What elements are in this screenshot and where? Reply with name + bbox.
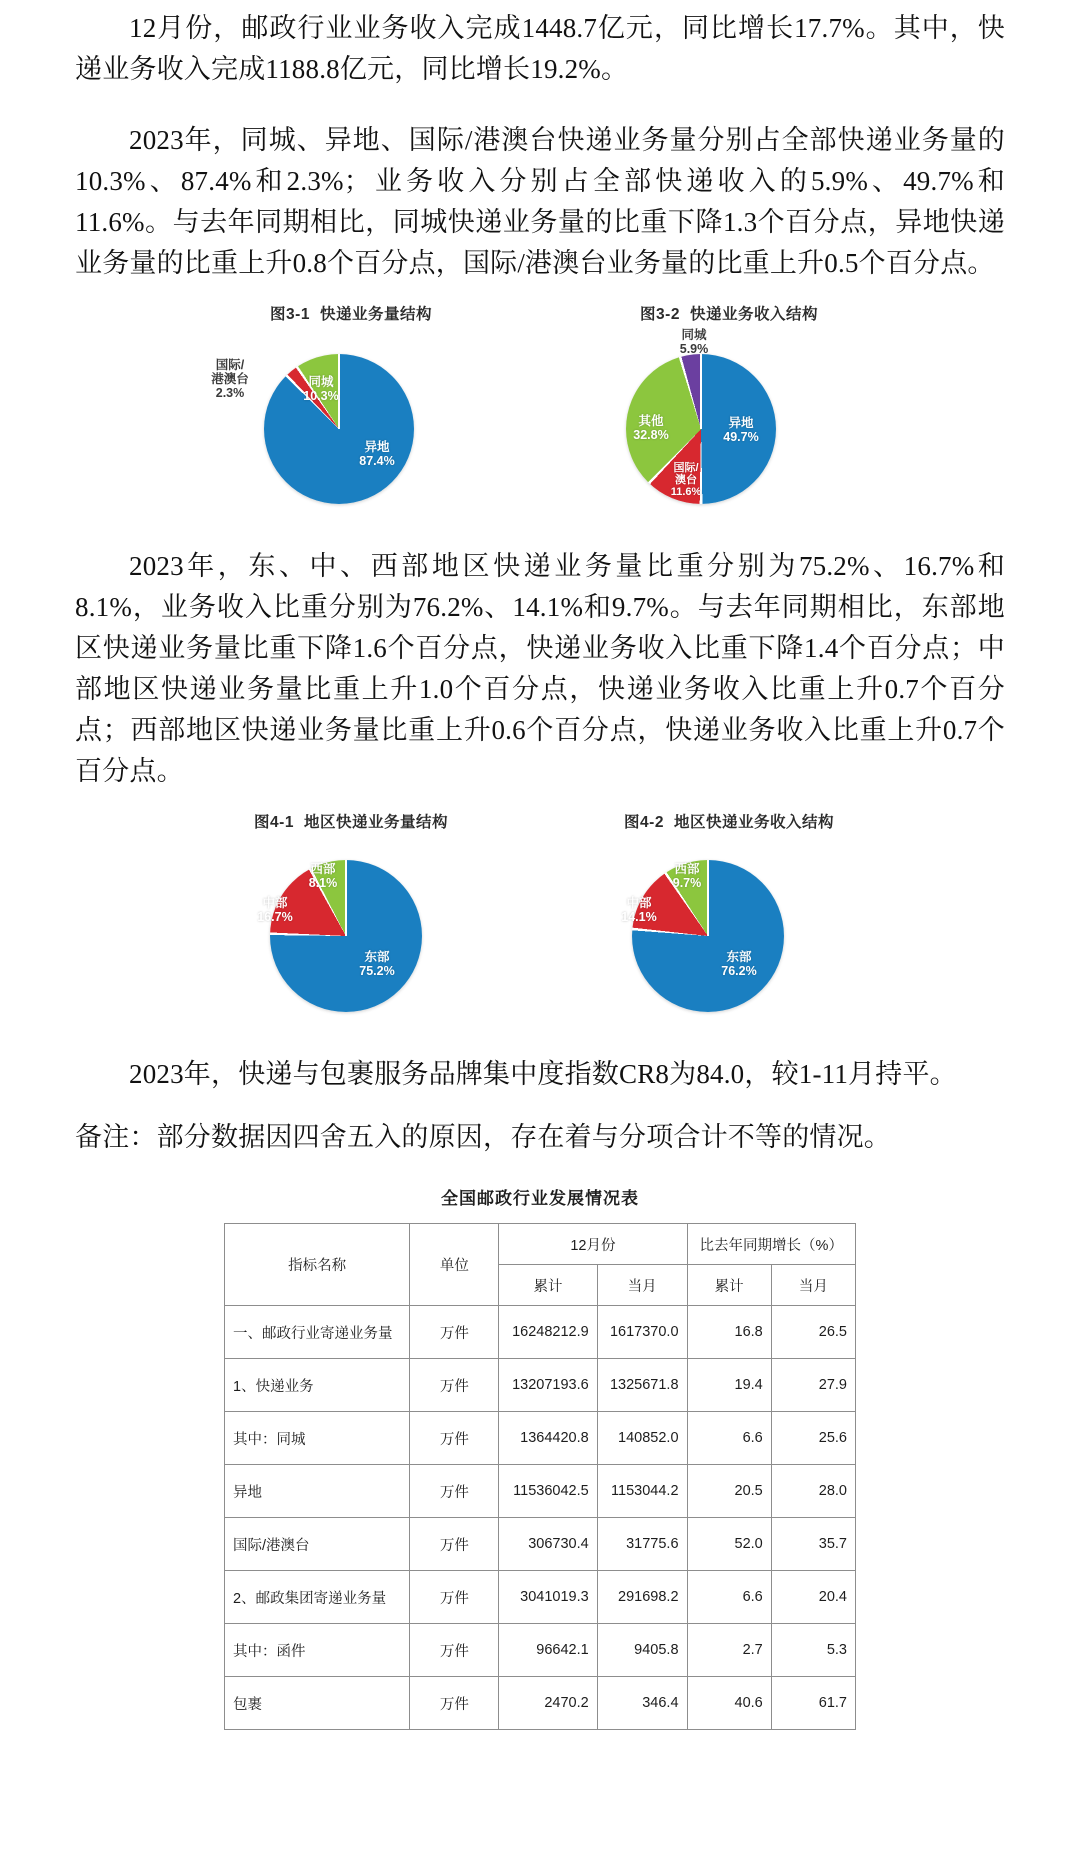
- header-indicator: 指标名称: [225, 1224, 410, 1306]
- header-current: 当月: [597, 1265, 687, 1306]
- pie-4-1-label-west-name: 西部: [310, 862, 336, 876]
- cell-yoy-current: 35.7: [771, 1518, 855, 1571]
- cell-unit: 万件: [410, 1412, 499, 1465]
- pie-3-2-label-intercity-pct: 49.7%: [723, 430, 759, 444]
- pie-3-1-label-international-pct: 2.3%: [215, 386, 245, 400]
- paragraph-regional-structure: 2023年，东、中、西部地区快递业务量比重分别为75.2%、16.7%和8.1%，业务收入比重分别为76.2%、14.1%和9.7%。与去年同期相比，东部地区快递业务量比重下降1.6个百分点，快递业务收入比重下降1.4个百分点；中部地区快递业务量比重上升1.0个百分点，快递业务收入比重上升0.7个百分点；西部地区快递业务量比重上升0.6个百分点，快递业务收入比重上升0.7个百分点。: [75, 551, 1005, 786]
- header-cumulative: 累计: [499, 1265, 597, 1306]
- cell-indicator: 其中：同城: [225, 1412, 410, 1465]
- cell-yoy-current: 20.4: [771, 1571, 855, 1624]
- paragraph-december-revenue: 12月份，邮政行业业务收入完成1448.7亿元，同比增长17.7%。其中，快递业务收入完成1188.8亿元，同比增长19.2%。: [75, 13, 1005, 84]
- cell-cumulative: 11536042.5: [499, 1465, 597, 1518]
- pie-3-2-separator: [700, 354, 702, 429]
- cell-unit: 万件: [410, 1465, 499, 1518]
- figure-3-1-plot: [186, 330, 516, 510]
- table-row: [225, 1518, 856, 1571]
- figure-3-1: [186, 302, 516, 510]
- figure-row-4: [0, 792, 1080, 1024]
- pie-3-2-label-international-line2: 澳台: [675, 474, 697, 486]
- header-yoy-cumulative: 累计: [687, 1265, 771, 1306]
- cell-cumulative: 1364420.8: [499, 1412, 597, 1465]
- cell-current: 31775.6: [597, 1518, 687, 1571]
- cell-unit: 万件: [410, 1677, 499, 1730]
- pie-3-2-label-same-city-pct: 5.9%: [679, 342, 709, 356]
- figure-4-1-plot: [186, 838, 516, 1018]
- cell-yoy-cumulative: 52.0: [687, 1518, 771, 1571]
- pie-3-1-label-same-city-pct: 10.3%: [303, 389, 339, 403]
- pie-3-2-label-same-city-name: 同城: [681, 328, 707, 342]
- cell-indicator: 1、快递业务: [225, 1359, 410, 1412]
- header-yoy-current: 当月: [771, 1265, 855, 1306]
- cell-cumulative: 13207193.6: [499, 1359, 597, 1412]
- cell-current: 291698.2: [597, 1571, 687, 1624]
- table-body: [225, 1306, 856, 1730]
- pie-4-1-label-central: [248, 896, 302, 924]
- figure-4-2: [564, 810, 894, 1018]
- figure-3-2-number: 图3-2: [640, 306, 680, 323]
- figure-4-1-title: [186, 810, 516, 832]
- header-unit: 单位: [410, 1224, 499, 1306]
- pie-3-2-label-intercity: [714, 416, 768, 444]
- cell-cumulative: 306730.4: [499, 1518, 597, 1571]
- table-title: 全国邮政行业发展情况表: [441, 1189, 639, 1208]
- header-month-group: 12月份: [499, 1224, 687, 1265]
- cell-indicator: 一、邮政行业寄递业务量: [225, 1306, 410, 1359]
- pie-4-2-label-central-pct: 14.1%: [621, 910, 657, 924]
- pie-3-2-label-same-city: [660, 328, 728, 356]
- cell-cumulative: 96642.1: [499, 1624, 597, 1677]
- pie-4-2-label-central: [612, 896, 666, 924]
- pie-3-2-label-international-line1: 国际/: [673, 462, 699, 474]
- cell-yoy-current: 61.7: [771, 1677, 855, 1730]
- pie-4-1-label-east: [350, 950, 404, 978]
- pie-4-1-label-central-name: 中部: [262, 896, 288, 910]
- cell-yoy-cumulative: 16.8: [687, 1306, 771, 1359]
- cell-yoy-current: 28.0: [771, 1465, 855, 1518]
- pie-3-1-label-intercity-pct: 87.4%: [359, 454, 395, 468]
- cell-current: 140852.0: [597, 1412, 687, 1465]
- pie-4-1-label-west: [296, 862, 350, 890]
- cell-yoy-current: 27.9: [771, 1359, 855, 1412]
- cell-current: 1325671.8: [597, 1359, 687, 1412]
- cell-cumulative: 3041019.3: [499, 1571, 597, 1624]
- pie-3-1-label-international-line2: 港澳台: [211, 372, 249, 386]
- cell-indicator: 其中：函件: [225, 1624, 410, 1677]
- figure-4-1-caption: 地区快递业务量结构: [303, 814, 448, 831]
- cell-yoy-cumulative: 19.4: [687, 1359, 771, 1412]
- cell-yoy-cumulative: 6.6: [687, 1412, 771, 1465]
- cell-indicator: 异地: [225, 1465, 410, 1518]
- figure-4-1: [186, 810, 516, 1018]
- pie-4-2-label-central-name: 中部: [626, 896, 652, 910]
- cell-unit: 万件: [410, 1624, 499, 1677]
- cell-current: 1617370.0: [597, 1306, 687, 1359]
- cell-indicator: 2、邮政集团寄递业务量: [225, 1571, 410, 1624]
- table-head: [225, 1224, 856, 1306]
- figure-3-1-caption: 快递业务量结构: [319, 306, 432, 323]
- pie-4-2-label-east-pct: 76.2%: [721, 964, 757, 978]
- paragraph-cr8: 2023年，快递与包裹服务品牌集中度指数CR8为84.0，较1-11月持平。: [129, 1059, 957, 1089]
- table-row: [225, 1571, 856, 1624]
- spacer: [0, 1095, 1080, 1117]
- table-row: [225, 1624, 856, 1677]
- pie-3-1-label-international: [188, 358, 272, 400]
- pie-4-2-label-west-pct: 9.7%: [672, 876, 702, 890]
- cell-yoy-cumulative: 20.5: [687, 1465, 771, 1518]
- pie-3-1-label-intercity-name: 异地: [364, 440, 390, 454]
- spacer: [0, 90, 1080, 120]
- pie-3-2-label-other-name: 其他: [638, 414, 664, 428]
- cell-yoy-cumulative: 40.6: [687, 1677, 771, 1730]
- figure-3-2-plot: [564, 330, 894, 510]
- table-row: [225, 1359, 856, 1412]
- cell-indicator: 国际/港澳台: [225, 1518, 410, 1571]
- cell-unit: 万件: [410, 1359, 499, 1412]
- pie-4-1-label-west-pct: 8.1%: [308, 876, 338, 890]
- table-row: [225, 1465, 856, 1518]
- pie-4-2-label-west: [660, 862, 714, 890]
- figure-3-2-caption: 快递业务收入结构: [689, 306, 818, 323]
- cell-yoy-current: 5.3: [771, 1624, 855, 1677]
- cell-yoy-current: 25.6: [771, 1412, 855, 1465]
- cell-unit: 万件: [410, 1571, 499, 1624]
- header-yoy-group: 比去年同期增长（%）: [687, 1224, 855, 1265]
- spacer: [0, 516, 1080, 546]
- figure-3-2: [564, 302, 894, 510]
- pie-3-1-label-intercity: [350, 440, 404, 468]
- figure-3-2-title: [564, 302, 894, 324]
- cell-cumulative: 2470.2: [499, 1677, 597, 1730]
- cell-current: 9405.8: [597, 1624, 687, 1677]
- figure-3-1-title: [186, 302, 516, 324]
- pie-4-2-label-east: [712, 950, 766, 978]
- pie-4-1-label-central-pct: 16.7%: [257, 910, 293, 924]
- figure-4-1-number: 图4-1: [254, 814, 294, 831]
- cell-yoy-cumulative: 2.7: [687, 1624, 771, 1677]
- spacer: [0, 1024, 1080, 1054]
- table-row: [225, 1306, 856, 1359]
- figure-4-2-number: 图4-2: [624, 814, 664, 831]
- figure-4-2-plot: [564, 838, 894, 1018]
- pie-3-2-label-international: [656, 462, 716, 498]
- cell-indicator: 包裹: [225, 1677, 410, 1730]
- cell-unit: 万件: [410, 1518, 499, 1571]
- paragraph-express-structure: 2023年，同城、异地、国际/港澳台快递业务量分别占全部快递业务量的10.3%、87.4%和2.3%；业务收入分别占全部快递收入的5.9%、49.7%和11.6%。与去年同期相比，同城快递业务量的比重下降1.3个百分点，异地快递业务量的比重上升0.8个百分点，国际/港澳台业务量的比重上升0.5个百分点。: [75, 125, 1005, 278]
- pie-4-2-label-west-name: 西部: [674, 862, 700, 876]
- pie-3-2-label-other-pct: 32.8%: [633, 428, 669, 442]
- figure-3-1-number: 图3-1: [270, 306, 310, 323]
- cell-yoy-current: 26.5: [771, 1306, 855, 1359]
- pie-3-1-label-same-city-name: 同城: [308, 375, 334, 389]
- cell-yoy-cumulative: 6.6: [687, 1571, 771, 1624]
- figure-4-2-title: [564, 810, 894, 832]
- cell-current: 1153044.2: [597, 1465, 687, 1518]
- figure-row-3: [0, 284, 1080, 516]
- pie-4-1-label-east-pct: 75.2%: [359, 964, 395, 978]
- cell-current: 346.4: [597, 1677, 687, 1730]
- figure-4-2-caption: 地区快递业务收入结构: [673, 814, 834, 831]
- table-row: [225, 1677, 856, 1730]
- cell-unit: 万件: [410, 1306, 499, 1359]
- pie-4-1-label-east-name: 东部: [364, 950, 390, 964]
- pie-3-2-label-intercity-name: 异地: [728, 416, 754, 430]
- pie-3-2-label-other: [622, 414, 680, 442]
- postal-industry-table: [224, 1223, 856, 1730]
- pie-3-1-label-international-line1: 国际/: [215, 358, 245, 372]
- pie-4-2-label-east-name: 东部: [726, 950, 752, 964]
- pie-3-1-label-same-city: [294, 375, 348, 403]
- cell-cumulative: 16248212.9: [499, 1306, 597, 1359]
- pie-3-2-label-international-pct: 11.6%: [670, 486, 702, 498]
- paragraph-note: 备注：部分数据因四舍五入的原因，存在着与分项合计不等的情况。: [75, 1122, 891, 1152]
- table-row: [225, 1412, 856, 1465]
- table-header-row-1: [225, 1224, 856, 1265]
